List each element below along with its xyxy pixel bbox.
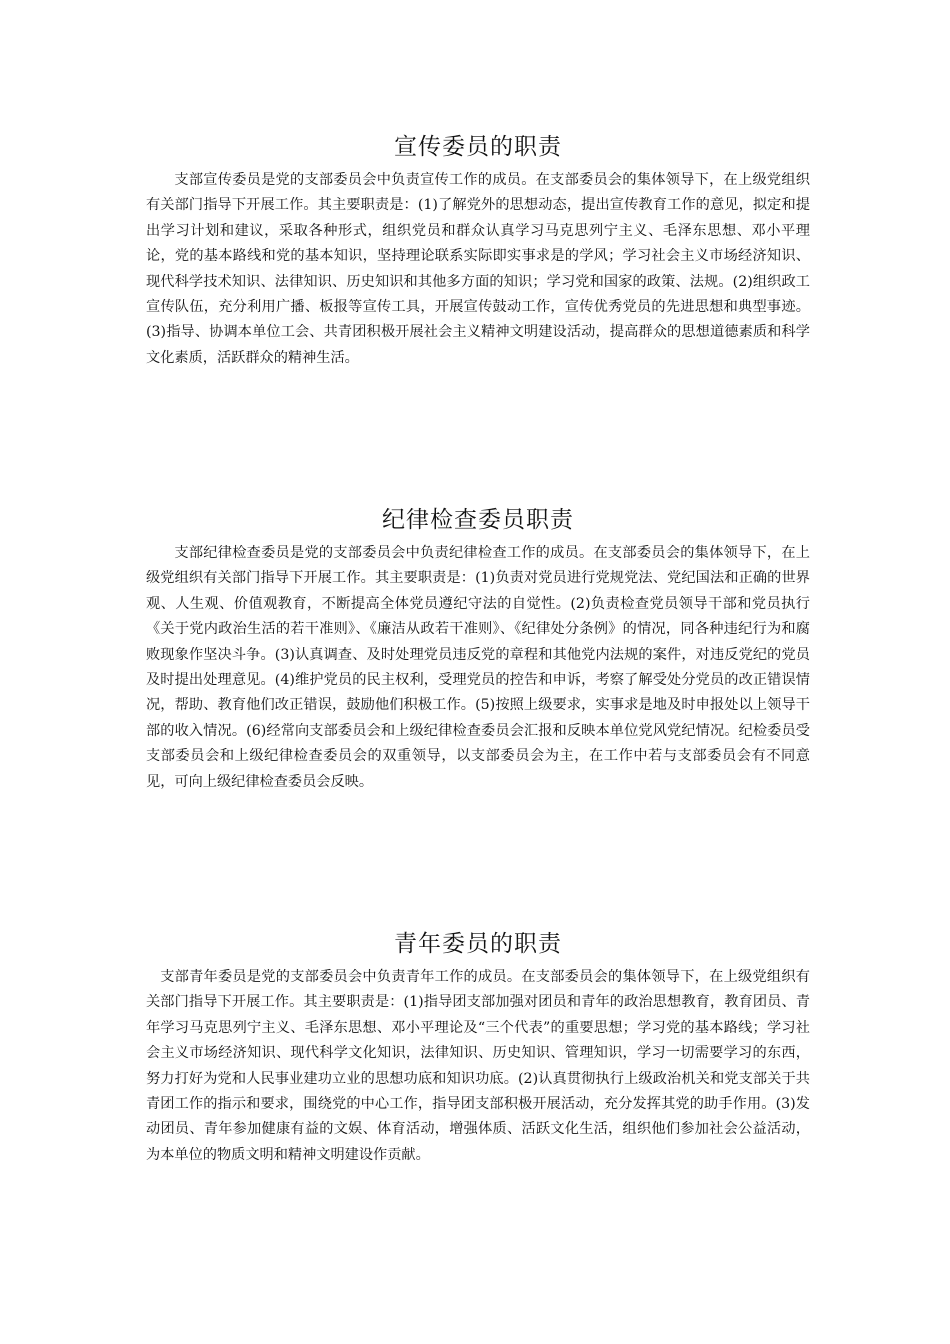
section-discipline-inspection-committee: [146, 505, 810, 795]
section-title: 宣传委员的职责: [394, 134, 562, 160]
section-body: 支部宣传委员是党的支部委员会中负责宣传工作的成员。在支部委员会的集体领导下，在上级党组织有关部门指导下开展工作。其主要职责是：(1)了解党外的思想动态，提出宣传教育工作的意见，拟定和提出学习计划和建议，采取各种形式，组织党员和群众认真学习马克思列宁主义、毛泽东思想、邓小平理论，党的基本路线和党的基本知识，坚持理论联系实际即实事求是的学风；学习社会主义市场经济知识、现代科学技术知识、法律知识、历史知识和其他多方面的知识；学习党和国家的政策、法规。(2)组织政工宣传队伍，充分利用广播、板报等宣传工具，开展宣传鼓动工作，宣传优秀党员的先进思想和典型事迹。(3)指导、协调本单位工会、共青团积极开展社会主义精神文明建设活动，提高群众的思想道德素质和科学文化素质，活跃群众的精神生活。: [146, 172, 810, 366]
section-body: 支部纪律检查委员是党的支部委员会中负责纪律检查工作的成员。在支部委员会的集体领导下，在上级党组织有关部门指导下开展工作。其主要职责是：(1)负责对党员进行党规党法、党纪国法和正确的世界观、人生观、价值观教育，不断提高全体党员遵纪守法的自觉性。(2)负责检查党员领导干部和党员执行《关于党内政治生活的若干准则》、《廉洁从政若干准则》、《纪律处分条例》的情况，同各种违纪行为和腐败现象作坚决斗争。(3)认真调查、及时处理党员违反党的章程和其他党内法规的案件，对违反党纪的党员及时提出处理意见。(4)维护党员的民主权利，受理党员的控告和申诉，考察了解受处分党员的改正错误情况，帮助、教育他们改正错误，鼓励他们积极工作。(5)按照上级要求，实事求是地及时申报处以上领导干部的收入情况。(6)经常向支部委员会和上级纪律检查委员会汇报和反映本单位党风党纪情况。纪检委员受支部委员会和上级纪律检查委员会的双重领导，以支部委员会为主，在工作中若与支部委员会有不同意见，可向上级纪律检查委员会反映。: [146, 545, 810, 790]
section-body: 支部青年委员是党的支部委员会中负责青年工作的成员。在支部委员会的集体领导下，在上级党组织有关部门指导下开展工作。其主要职责是：(1)指导团支部加强对团员和青年的政治思想教育，教育团员、青年学习马克思列宁主义、毛泽东思想、邓小平理论及“三个代表”的重要思想；学习党的基本路线；学习社会主义市场经济知识、现代科学文化知识，法律知识、历史知识、管理知识，学习一切需要学习的东西，努力打好为党和人民事业建功立业的思想功底和知识功底。(2)认真贯彻执行上级政治机关和党支部关于共青团工作的指示和要求，围绕党的中心工作，指导团支部积极开展活动，充分发挥其党的助手作用。(3)发动团员、青年参加健康有益的文娱、体育活动，增强体质、活跃文化生活，组织他们参加社会公益活动，为本单位的物质文明和精神文明建设作贡献。: [146, 969, 810, 1163]
section-youth-committee: [146, 929, 810, 1168]
section-propaganda-committee: [146, 132, 810, 371]
section-title: 青年委员的职责: [394, 931, 562, 957]
section-title: 纪律检查委员职责: [382, 507, 574, 533]
